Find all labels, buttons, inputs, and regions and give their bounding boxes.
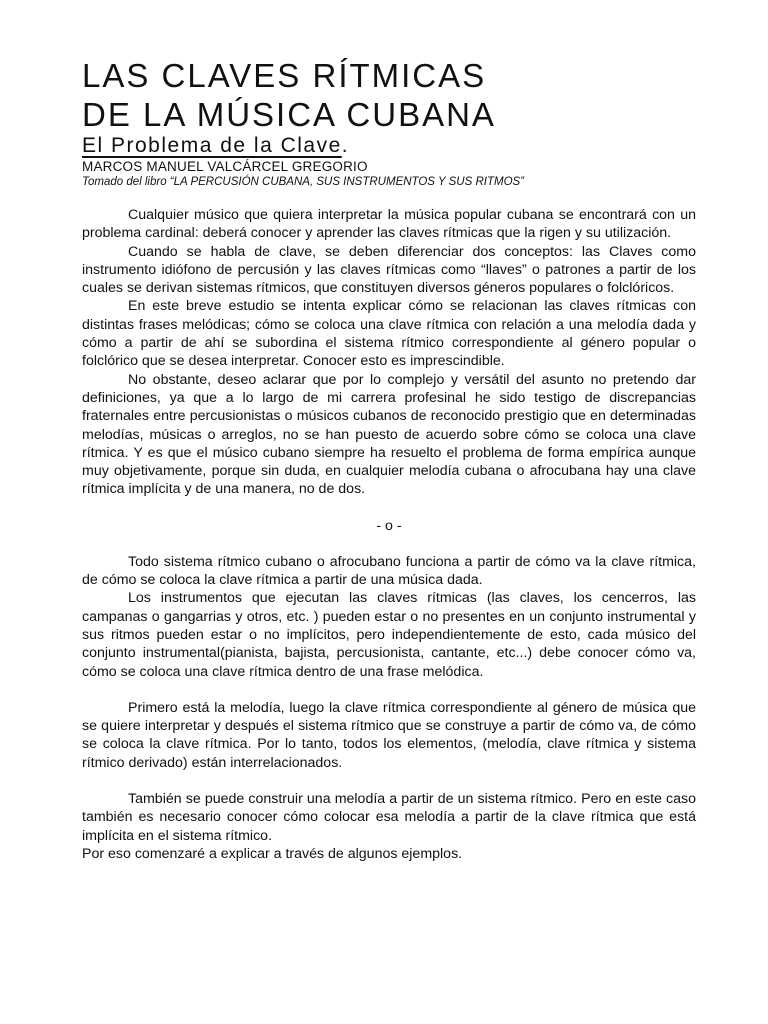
document-page bbox=[82, 56, 696, 863]
paragraph-closing: Por eso comenzaré a explicar a través de algunos ejemplos. bbox=[82, 845, 463, 862]
spacer bbox=[82, 772, 696, 790]
spacer bbox=[82, 499, 696, 517]
paragraph: Primero está la melodía, luego la clave rítmica correspondiente al género de música que se quiere interpretar y después el sistema rítmico que se construye a partir de cómo va, de cómo se coloca la clave rítmica. Por lo tanto, todos los elementos, (melodía, clave rítmica y sistema rítmico derivado) están interrelacionados. bbox=[82, 699, 696, 771]
paragraph: No obstante, deseo aclarar que por lo complejo y versátil del asunto no pretendo dar definiciones, ya que a lo largo de mi carrera profesinal he sido testigo de discrepancias fraternales entre percusionistas o músicos cubanos de reconocido prestigio que en determinadas melodías, músicas o arreglos, no se han puesto de acuerdo sobre cómo se coloca una clave rítmica. Y es que el músico cubano siempre ha resuelto el problema de forma empírica aunque muy objetivamente, porque sin duda, en cualquier melodía cubana o afrocubana hay una clave rítmica implícita y de una manera, no de dos. bbox=[82, 371, 696, 498]
paragraph: También se puede construir una melodía a partir de un sistema rítmico. Pero en este caso también es necesario conocer cómo colocar esa melodía a partir de la clave rítmica que está implícita en el sistema rítmico. bbox=[82, 791, 696, 844]
title-line-1: LAS CLAVES RÍTMICAS bbox=[82, 57, 487, 94]
author: MARCOS MANUEL VALCÁRCEL GREGORIO bbox=[82, 159, 368, 174]
title-line-2: DE LA MÚSICA CUBANA bbox=[82, 96, 496, 133]
subtitle-period: . bbox=[341, 134, 348, 157]
paragraph: Cuando se habla de clave, se deben diferenciar dos conceptos: las Claves como instrumento idiófono de percusión y las claves rítmicas como “llaves” o patrones a partir de los cuales se derivan sistemas rítmicos, que constituyen diversos géneros populares o folclóricos. bbox=[82, 243, 696, 297]
source-note: Tomado del libro “LA PERCUSIÓN CUBANA, SUS INSTRUMENTOS Y SUS RITMOS” bbox=[82, 176, 525, 188]
paragraph: En este breve estudio se intenta explicar cómo se relacionan las claves rítmicas con distintas frases melódicas; cómo se coloca una clave rítmica con relación a una melodía dada y cómo a partir de ahí se subordina el sistema rítmico correspondiente al género popular o folclórico que se desea interpretar. Conocer esto es imprescindible. bbox=[82, 298, 696, 370]
paragraph: Cualquier músico que quiera interpretar la música popular cubana se encontrará con un problema cardinal: deberá conocer y aprender las claves rítmicas que la rigen y su utilización. bbox=[82, 207, 696, 242]
spacer bbox=[82, 681, 696, 699]
spacer bbox=[82, 535, 696, 553]
paragraph: Todo sistema rítmico cubano o afrocubano funciona a partir de cómo va la clave rítmica, de cómo se coloca la clave rítmica a partir de una música dada. bbox=[82, 553, 696, 589]
paragraph: Los instrumentos que ejecutan las claves rítmicas (las claves, los cencerros, las campanas o gangarrias y otros, etc. ) pueden estar o no presentes en un conjunto instrumental y sus ritmos pueden estar o no implícitos, pero independientemente de esto, cada músico del conjunto instrumental(pianista, bajista, percusionista, cantante, etc...) debe conocer cómo va, cómo se coloca una clave rítmica dentro de una frase melódica. bbox=[82, 590, 696, 680]
subtitle-row bbox=[82, 134, 696, 158]
section-separator: - o - bbox=[376, 517, 402, 534]
subtitle: El Problema de la Clave bbox=[82, 134, 342, 157]
